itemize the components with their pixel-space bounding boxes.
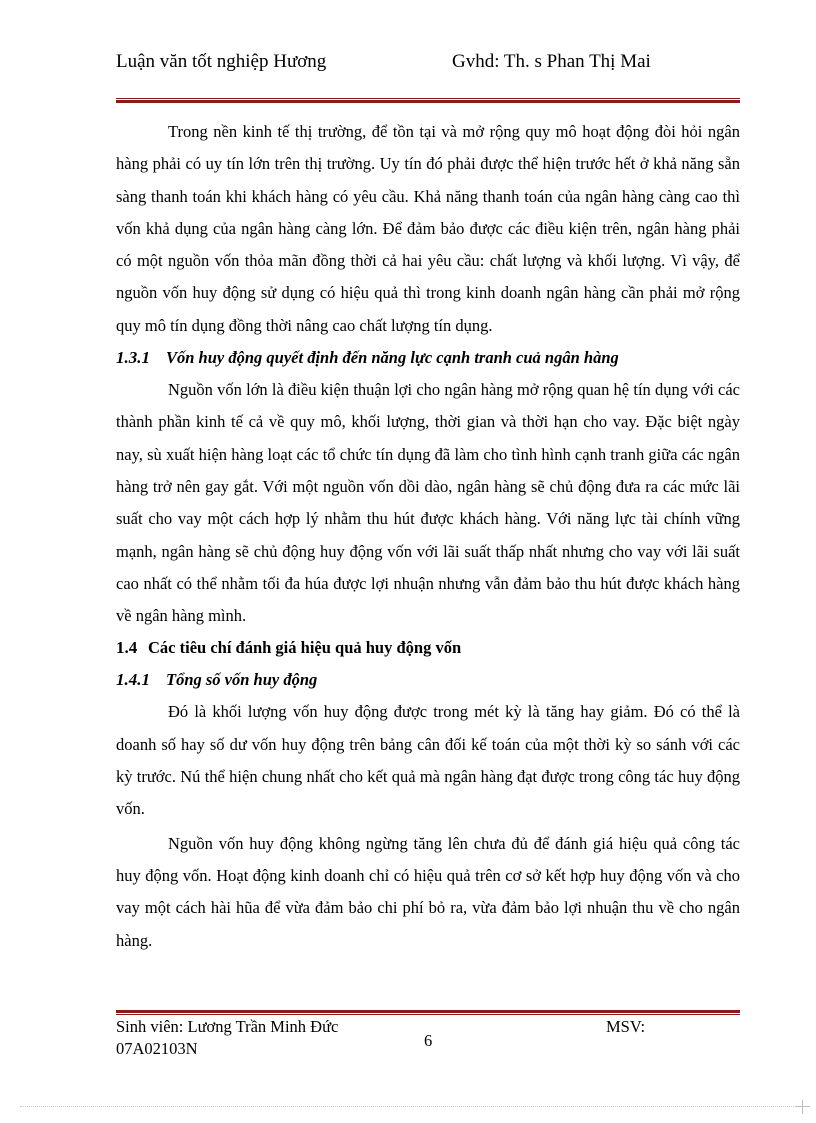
section-heading-1-4	[116, 632, 740, 664]
footer-student: Sinh viên: Lương Trần Minh Đức 07A02103N	[116, 1017, 339, 1058]
footer-student-id: MSV:	[606, 1017, 646, 1036]
paragraph-total-capital: Đó là khối lượng vốn huy động được trong mét kỳ là tăng hay giảm. Đó có thể là doanh số hay số dư vốn huy động trên bảng cân đối kế toán của một thời kỳ so sánh với các kỳ trước. Nú thể hiện chung nhất cho kết quả mà ngân hàng đạt được trong công tác huy động vốn.	[116, 702, 740, 819]
header-rule	[116, 98, 740, 103]
header-thesis-title: Luận văn tốt nghiệp Hương	[116, 51, 327, 72]
page-edge-dotted-line	[20, 1106, 796, 1107]
section-number: 1.4	[116, 638, 138, 658]
page-body	[116, 116, 740, 957]
section-number: 1.4.1	[116, 670, 150, 690]
section-title: Các tiêu chí đánh giá hiệu quả huy động vốn	[148, 638, 462, 658]
crop-mark-icon	[796, 1100, 810, 1114]
footer-rule	[116, 1010, 740, 1015]
paragraph-efficiency: Nguồn vốn huy động không ngừng tăng lên chưa đủ để đánh giá hiệu quả công tác huy động vốn. Hoạt động kinh doanh chỉ có hiệu quả trên cơ sở kết hợp huy động vốn và cho vay một cách hài hũa để vừa đảm bảo chi phí bỏ ra, vừa đảm bảo lợi nhuận thu về cho ngân hàng.	[116, 833, 740, 950]
section-heading-1-4-1	[116, 664, 740, 696]
section-heading-1-3-1	[116, 342, 740, 374]
section-number: 1.3.1	[116, 348, 150, 368]
header-advisor: Gvhd: Th. s Phan Thị Mai	[452, 51, 651, 72]
paragraph-competition: Nguồn vốn lớn là điều kiện thuận lợi cho ngân hàng mở rộng quan hệ tín dụng với các thành phần kinh tế cả về quy mô, khối lượng, thời gian và thời hạn cho vay. Đặc biệt ngày nay, sù xuất hiện hàng loạt các tổ chức tín dụng đã làm cho tình hình cạnh tranh giữa các ngân hàng trở nên gay gắt. Với một nguồn vốn dồi dào, ngân hàng sẽ chủ động đưa ra các mức lãi suất cho vay một cách hợp lý nhằm thu hút được khách hàng. Với năng lực tài chính vững mạnh, ngân hàng sẽ chủ động huy động vốn với lãi suất thấp nhất nhưng cho vay với lãi suất cao nhất có thể nhằm tối đa húa được lợi nhuận nhưng vẫn đảm bảo thu hút được khách hàng về ngân hàng mình.	[116, 380, 740, 626]
section-title: Vốn huy động quyết định đến năng lực cạnh tranh cuả ngân hàng	[166, 348, 619, 368]
section-title: Tổng số vốn huy động	[166, 670, 318, 690]
paragraph-credibility: Trong nền kinh tế thị trường, để tồn tại và mở rộng quy mô hoạt động đòi hỏi ngân hàng phải có uy tín lớn trên thị trường. Uy tín đó phải được thể hiện trước hết ở khả năng sẵn sàng thanh toán khi khách hàng có yêu cầu. Khả năng thanh toán của ngân hàng càng cao thì vốn khả dụng của ngân hàng càng lớn. Để đảm bảo được các điều kiện trên, ngân hàng phải có một nguồn vốn thỏa mãn đồng thời cả hai yêu cầu: chất lượng và khối lượng. Vì vậy, để nguồn vốn huy động sử dụng có hiệu quả thì trong kinh doanh ngân hàng cần phải mở rộng quy mô tín dụng đồng thời nâng cao chất lượng tín dụng.	[116, 122, 740, 335]
page-number: 6	[424, 1031, 433, 1050]
